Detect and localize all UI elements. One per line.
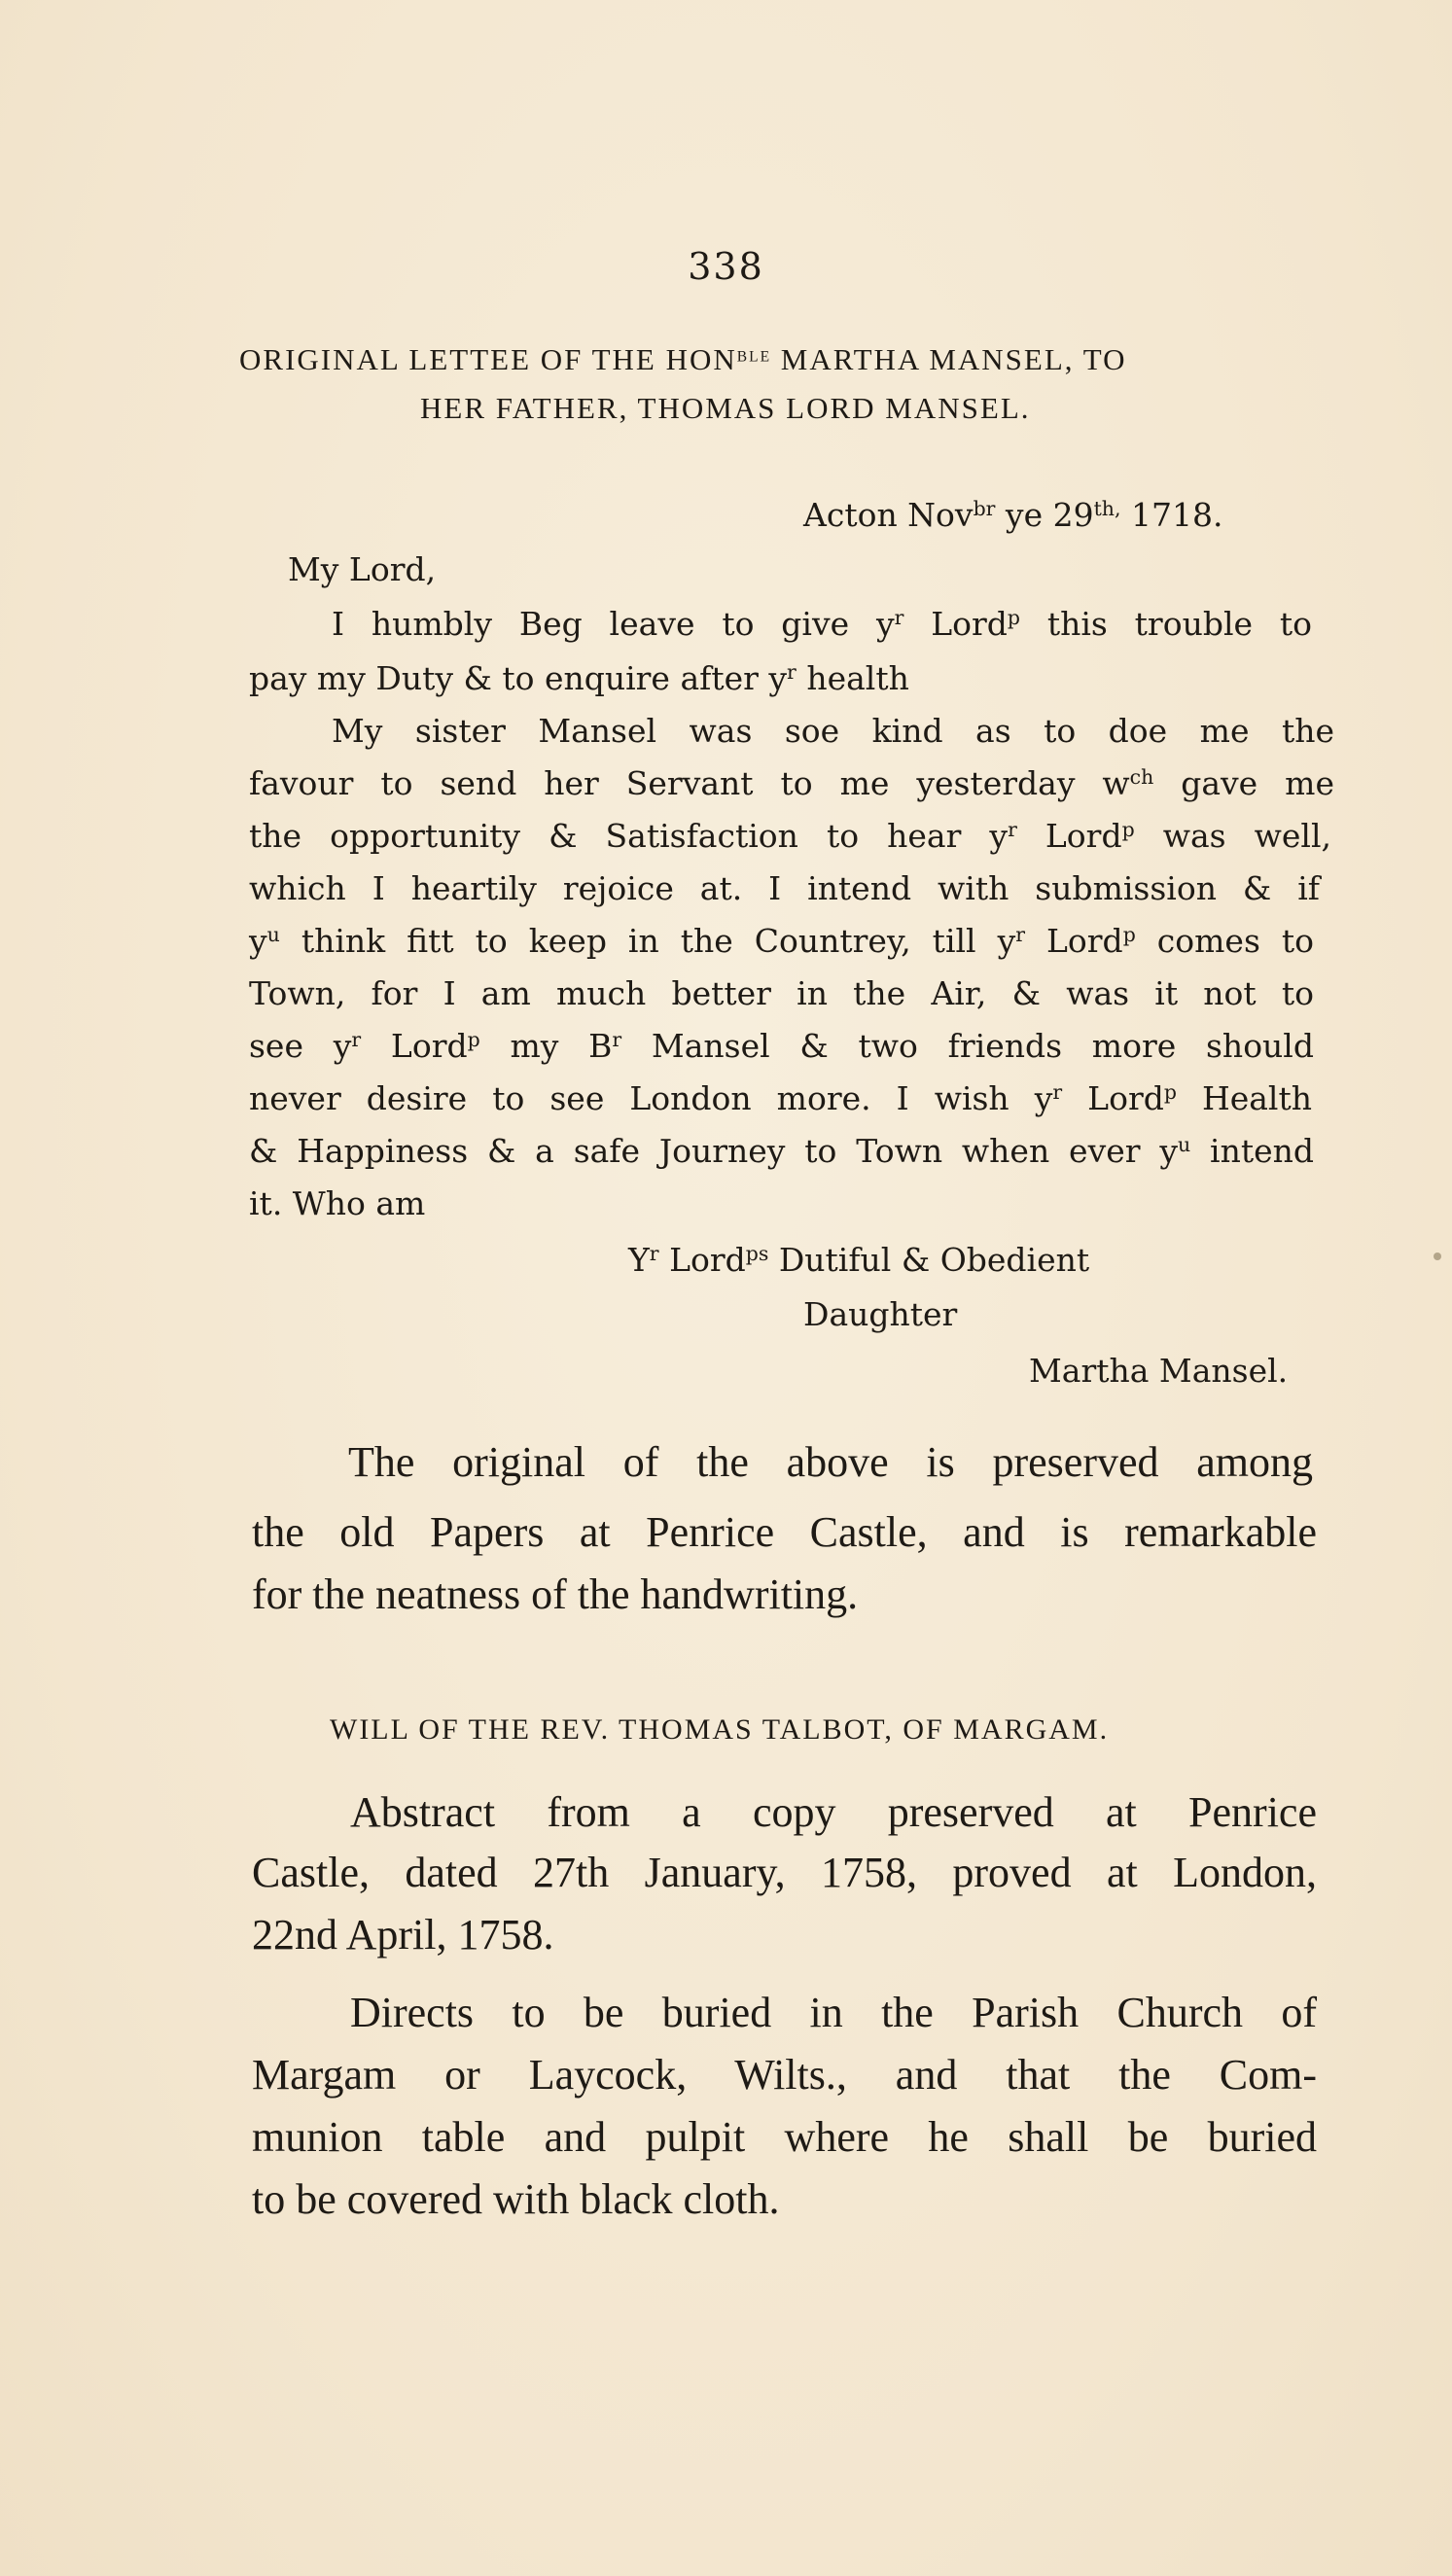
dateline-text: 1718.: [1120, 496, 1223, 534]
letter-line-5: [249, 817, 1331, 855]
letter-superscript: r: [894, 605, 904, 629]
letter-text: health: [796, 659, 909, 697]
letter-line-10: [249, 1079, 1312, 1117]
letter-text: comes to: [1135, 922, 1314, 960]
letter-text: pay my Duty & to enquire after y: [249, 659, 788, 697]
letter-line-12: it. Who am: [249, 1184, 426, 1222]
letter-text: was well,: [1134, 817, 1332, 855]
dateline-superscript: th,: [1093, 496, 1121, 520]
letter-superscript: r: [612, 1027, 622, 1051]
note-line-2: the old Papers at Penrice Castle, and is remarkable: [252, 1508, 1317, 1556]
letter-text: never desire to see London more. I wish y: [249, 1079, 1053, 1117]
letter-text: see y: [249, 1027, 352, 1065]
directs-line-3: munion table and pulpit where he shall be buried: [252, 2113, 1317, 2161]
letter-text: this trouble to: [1020, 605, 1312, 643]
letter-title-superscript: BLE: [736, 348, 772, 366]
note-line-3: for the neatness of the handwriting.: [252, 1570, 859, 1618]
directs-line-4: to be covered with black cloth.: [252, 2175, 780, 2223]
abstract-line-2: Castle, dated 27th January, 1758, proved at London,: [252, 1849, 1317, 1896]
signoff-text: Lord: [658, 1241, 746, 1279]
directs-line-1: Directs to be buried in the Parish Church of: [350, 1989, 1317, 2036]
letter-text: y: [249, 922, 267, 960]
letter-line-8: Town, for I am much better in the Air, & was it not to: [249, 974, 1314, 1012]
letter-superscript: r: [1015, 922, 1026, 946]
signoff-superscript: r: [649, 1241, 659, 1265]
signoff-text: Y: [628, 1241, 650, 1279]
letter-title-line-1: [239, 342, 1126, 377]
letter-text: intend: [1190, 1132, 1315, 1170]
letter-text: Lord: [1016, 817, 1122, 855]
letter-title-text: MARTHA MANSEL, TO: [771, 342, 1127, 376]
letter-superscript: r: [351, 1027, 362, 1051]
signoff-line-2: Daughter: [803, 1295, 958, 1333]
letter-text: think fitt to keep in the Countrey, till y: [279, 922, 1016, 960]
letter-text: my B: [479, 1027, 613, 1065]
letter-text: Lord: [1062, 1079, 1164, 1117]
letter-line-7: [249, 922, 1314, 960]
page-number: 338: [688, 245, 764, 288]
letter-superscript: p: [1007, 605, 1020, 629]
dateline-superscript: br: [973, 496, 996, 520]
letter-salutation: My Lord,: [288, 550, 437, 588]
letter-superscript: ch: [1129, 764, 1154, 789]
signoff-signature: Martha Mansel.: [1029, 1352, 1289, 1390]
letter-text: Lord: [1025, 922, 1123, 960]
note-line-1: The original of the above is preserved among: [348, 1438, 1313, 1486]
signoff-text: Dutiful & Obedient: [768, 1241, 1090, 1279]
letter-text: I humbly Beg leave to give y: [332, 605, 895, 643]
letter-line-11: [249, 1132, 1314, 1170]
letter-superscript: r: [787, 659, 797, 684]
letter-title-line-2: HER FATHER, THOMAS LORD MANSEL.: [420, 391, 1031, 425]
letter-superscript: p: [1121, 817, 1135, 841]
directs-line-2: Margam or Laycock, Wilts., and that the Com-: [252, 2051, 1317, 2099]
letter-line-9: [249, 1027, 1314, 1065]
letter-text: & Happiness & a safe Journey to Town when ever y: [249, 1132, 1179, 1170]
letter-title-text: ORIGINAL LETTEE OF THE HON: [239, 342, 737, 376]
abstract-line-3: 22nd April, 1758.: [252, 1911, 554, 1958]
letter-line-6: which I heartily rejoice at. I intend with submission & if: [249, 869, 1320, 907]
letter-line-1: [332, 605, 1312, 643]
dateline-text: ye 29: [995, 496, 1094, 534]
will-title: WILL OF THE REV. THOMAS TALBOT, OF MARGAM.: [330, 1713, 1110, 1746]
dateline-text: Acton Nov: [803, 496, 974, 534]
abstract-line-1: Abstract from a copy preserved at Penrice: [350, 1788, 1317, 1836]
letter-line-3: My sister Mansel was soe kind as to doe me the: [332, 712, 1334, 750]
letter-superscript: p: [1122, 922, 1136, 946]
letter-superscript: r: [1008, 817, 1017, 841]
signoff-superscript: ps: [745, 1241, 769, 1265]
letter-text: favour to send her Servant to me yesterday w: [249, 764, 1130, 802]
signoff-line-1: [628, 1241, 1089, 1279]
letter-text: Health: [1176, 1079, 1313, 1117]
letter-line-4: [249, 764, 1334, 802]
letter-line-2: [249, 659, 909, 697]
letter-superscript: u: [1178, 1132, 1191, 1156]
letter-dateline: [803, 496, 1222, 534]
letter-text: Mansel & two friends more should: [621, 1027, 1314, 1065]
margin-mark: [1434, 1253, 1441, 1260]
letter-superscript: p: [467, 1027, 480, 1051]
letter-text: the opportunity & Satisfaction to hear y: [249, 817, 1009, 855]
letter-superscript: u: [266, 922, 280, 946]
letter-text: Lord: [361, 1027, 468, 1065]
letter-superscript: r: [1052, 1079, 1063, 1104]
letter-superscript: p: [1163, 1079, 1177, 1104]
letter-text: gave me: [1153, 764, 1334, 802]
letter-text: Lord: [903, 605, 1008, 643]
